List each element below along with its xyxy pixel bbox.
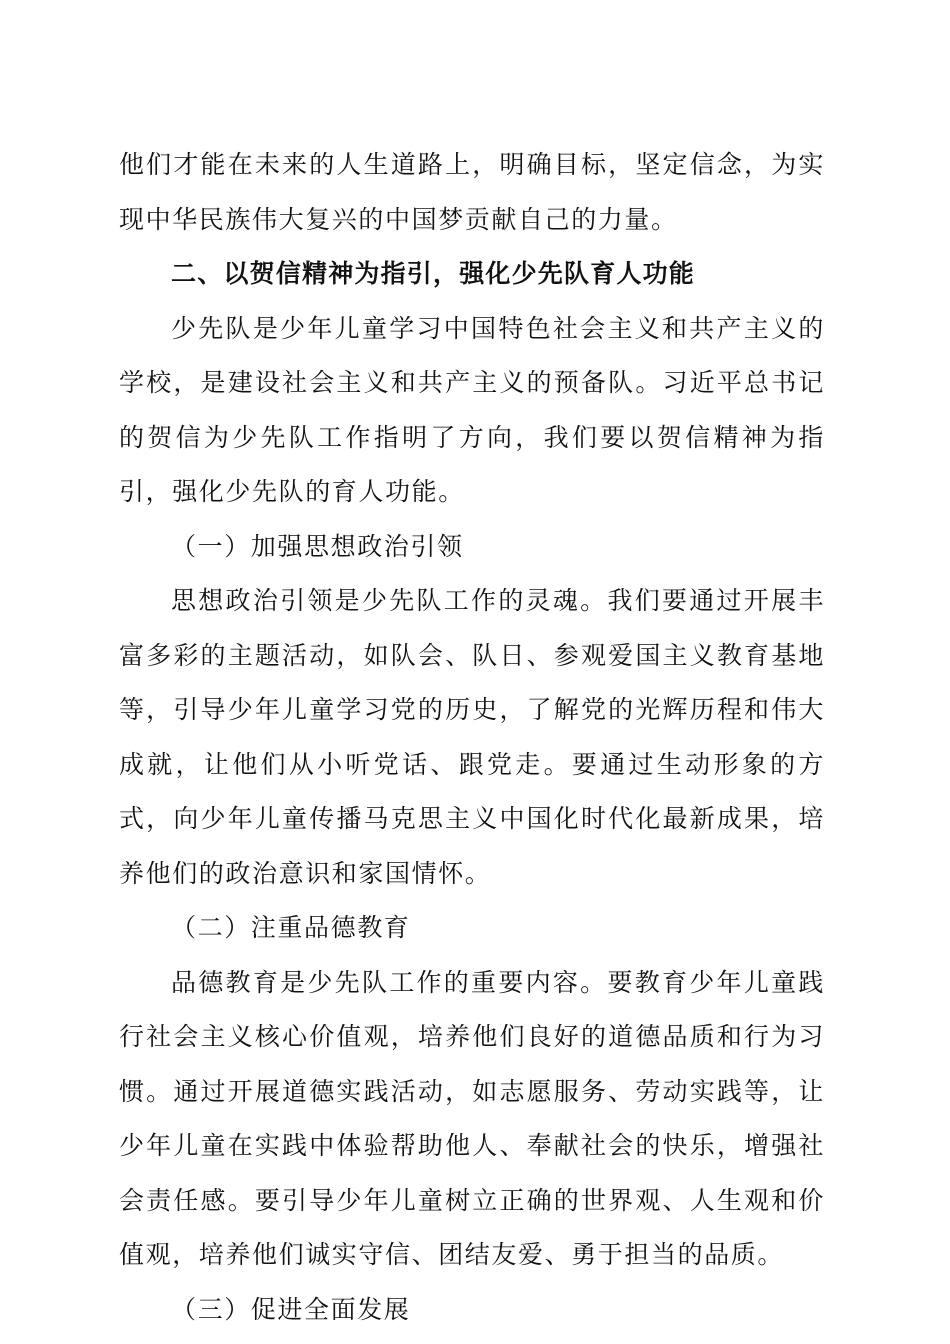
paragraph: 思想政治引领是少先队工作的灵魂。我们要通过开展丰富多彩的主题活动，如队会、队日、参观爱国主义教育基地等，引导少年儿童学习党的历史，了解党的光辉历程和伟大成就，让他们从小听党话、跟党走。要通过生动形象的方式，向少年儿童传播马克思主义中国化时代化最新成果，培养他们的政治意识和家国情怀。 [119, 586, 825, 888]
paragraph: 少先队是少年儿童学习中国特色社会主义和共产主义的学校，是建设社会主义和共产主义的预备队。习近平总书记的贺信为少先队工作指明了方向，我们要以贺信精神为指引，强化少先队的育人功能。 [119, 313, 825, 506]
document-body [119, 138, 825, 1337]
subsection-heading: （二）注重品德教育 [171, 913, 411, 942]
section-heading: 二、以贺信精神为指引，强化少先队育人功能 [171, 259, 696, 288]
subsection-heading: （一）加强思想政治引领 [171, 531, 464, 561]
subsection-heading: （三）促进全面发展 [171, 1294, 411, 1324]
paragraph-continuation: 他们才能在未来的人生道路上，明确目标，坚定信念，为实现中华民族伟大复兴的中国梦贡献自己的力量。 [119, 150, 825, 234]
paragraph: 品德教育是少先队工作的重要内容。要教育少年儿童践行社会主义核心价值观，培养他们良好的道德品质和行为习惯。通过开展道德实践活动，如志愿服务、劳动实践等，让少年儿童在实践中体验帮助他人、奉献社会的快乐，增强社会责任感。要引导少年儿童树立正确的世界观、人生观和价值观，培养他们诚实守信、团结友爱、勇于担当的品质。 [119, 967, 825, 1269]
